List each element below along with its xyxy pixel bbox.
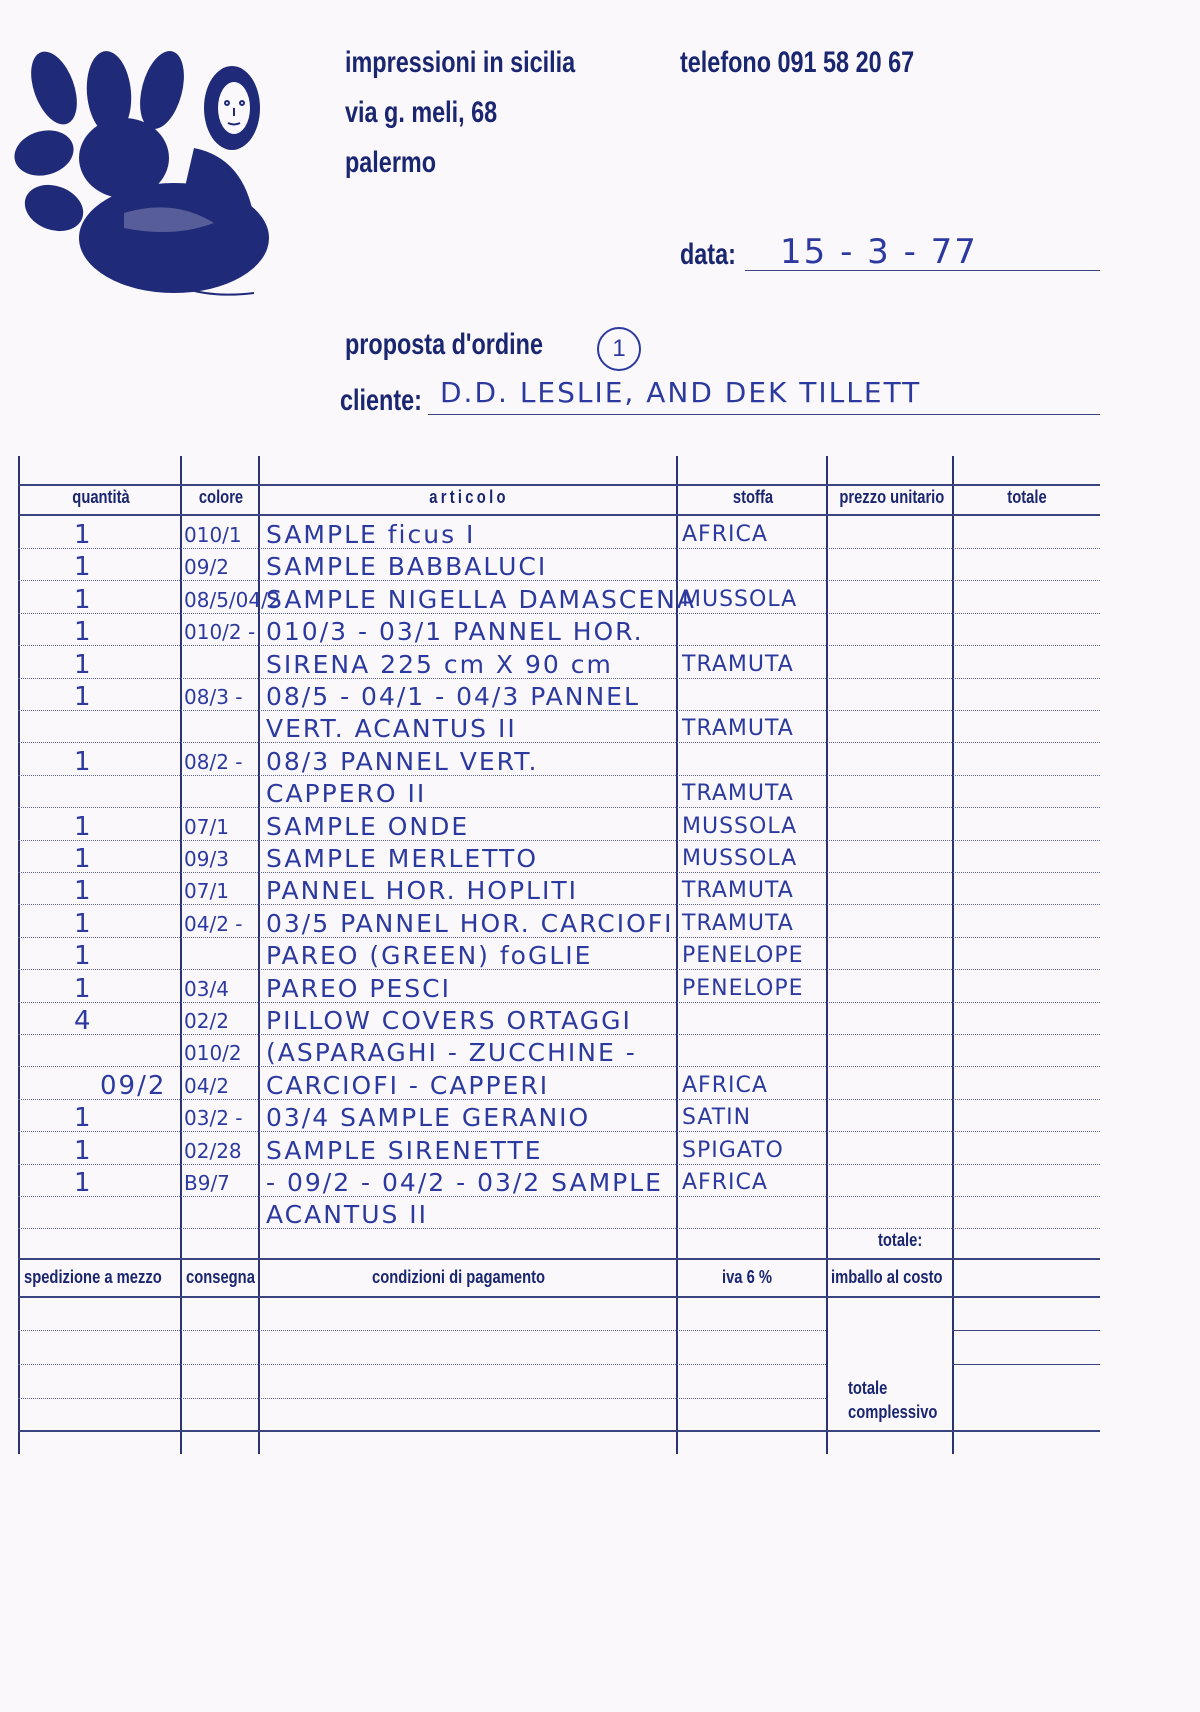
- row-stoffa: AFRICA: [682, 1170, 768, 1195]
- row-line: [18, 1228, 1100, 1229]
- row-quantity: 1: [74, 552, 93, 582]
- row-stoffa: TRAMUTA: [682, 911, 794, 936]
- footer-row-line: [18, 1398, 826, 1399]
- client-label: cliente:: [340, 384, 422, 417]
- row-colore: 02/2: [184, 1009, 229, 1033]
- row-quantity: 4: [74, 1006, 93, 1036]
- row-line: [18, 1164, 1100, 1165]
- row-articolo: VERT. ACANTUS II: [266, 714, 517, 743]
- row-quantity: 1: [74, 617, 93, 647]
- row-articolo: - 09/2 - 04/2 - 03/2 SAMPLE: [266, 1168, 663, 1197]
- row-colore: 09/3: [184, 847, 229, 871]
- row-articolo: 08/3 PANNEL VERT.: [266, 747, 539, 776]
- row-line: [18, 872, 1100, 873]
- row-colore: 03/4: [184, 977, 229, 1001]
- footer-total-line: [952, 1330, 1100, 1331]
- row-articolo: ACANTUS II: [266, 1200, 429, 1229]
- row-articolo: SAMPLE NIGELLA DAMASCENA: [266, 585, 696, 614]
- column-divider: [18, 456, 20, 1454]
- row-quantity: 1: [74, 812, 93, 842]
- row-stoffa: MUSSOLA: [682, 814, 798, 839]
- column-divider: [826, 456, 828, 1454]
- row-colore: 02/28: [184, 1139, 242, 1163]
- row-stoffa: PENELOPE: [682, 943, 804, 968]
- row-colore: 08/3 -: [184, 685, 243, 709]
- row-quantity: 1: [74, 909, 93, 939]
- col-header-colore: colore: [198, 487, 244, 507]
- proposal-number: 1: [612, 335, 626, 362]
- row-colore: 04/2: [184, 1074, 229, 1098]
- footer-total-line: [952, 1364, 1100, 1365]
- column-divider: [952, 456, 954, 1454]
- column-divider: [180, 456, 182, 1454]
- footer-imballo: imballo al costo: [831, 1267, 943, 1287]
- row-articolo: PANNEL HOR. HOPLITI: [266, 876, 578, 905]
- footer-totale-complessivo-1: totale: [848, 1378, 888, 1398]
- footer-top-line: [18, 1258, 1100, 1260]
- row-colore: 010/2: [184, 1041, 242, 1065]
- row-colore: 09/2: [184, 555, 229, 579]
- date-label: data:: [680, 238, 736, 271]
- row-stoffa: SATIN: [682, 1105, 752, 1130]
- row-stoffa: TRAMUTA: [682, 781, 794, 806]
- row-quantity: 1: [74, 876, 93, 906]
- footer-spedizione: spedizione a mezzo: [24, 1267, 162, 1287]
- row-colore: 08/2 -: [184, 750, 243, 774]
- row-quantity: 1: [74, 844, 93, 874]
- row-articolo: 08/5 - 04/1 - 04/3 PANNEL: [266, 682, 640, 711]
- col-header-totale: totale: [1007, 487, 1047, 507]
- row-articolo: SAMPLE SIRENETTE: [266, 1136, 543, 1165]
- footer-totale-complessivo-2: complessivo: [848, 1402, 938, 1422]
- footer-row-line: [18, 1364, 826, 1365]
- company-city: palermo: [345, 146, 437, 179]
- row-articolo: SAMPLE ONDE: [266, 812, 470, 841]
- row-quantity: 1: [74, 585, 93, 615]
- row-quantity: 1: [74, 941, 93, 971]
- row-stoffa: MUSSOLA: [682, 587, 798, 612]
- row-articolo: (ASPARAGHI - ZUCCHINE -: [266, 1038, 637, 1067]
- company-name: impressioni in sicilia: [345, 46, 576, 79]
- row-stoffa: TRAMUTA: [682, 716, 794, 741]
- footer-bottom-line: [18, 1430, 1100, 1432]
- row-stoffa: AFRICA: [682, 522, 768, 547]
- row-colore: 07/1: [184, 815, 229, 839]
- row-line: [18, 580, 1100, 581]
- footer-condizioni: condizioni di pagamento: [372, 1267, 546, 1287]
- row-stoffa: AFRICA: [682, 1073, 768, 1098]
- row-stoffa: SPIGATO: [682, 1138, 784, 1163]
- row-colore: 08/5/04/2: [184, 588, 281, 612]
- footer-header-line: [18, 1296, 1100, 1298]
- row-quantity: 1: [74, 747, 93, 777]
- company-phone: telefono 091 58 20 67: [680, 46, 915, 79]
- row-stoffa: PENELOPE: [682, 976, 804, 1001]
- row-line: [18, 840, 1100, 841]
- footer-iva: iva 6 %: [722, 1267, 773, 1287]
- footer-consegna: consegna: [186, 1267, 255, 1287]
- company-address: via g. meli, 68: [345, 96, 498, 129]
- row-quantity: 1: [74, 682, 93, 712]
- row-articolo: SAMPLE BABBALUCI: [266, 552, 548, 581]
- footer-row-line: [18, 1330, 826, 1331]
- row-articolo: SAMPLE MERLETTO: [266, 844, 538, 873]
- col-header-quantita: quantità: [72, 487, 130, 507]
- row-quantity: 1: [74, 650, 93, 680]
- row-colore: 010/2 -: [184, 620, 256, 644]
- row-stoffa: TRAMUTA: [682, 652, 794, 677]
- siren-logo-icon: [14, 48, 284, 328]
- row-quantity: 09/2: [100, 1071, 167, 1101]
- table-top-line: [18, 484, 1100, 486]
- row-line: [18, 742, 1100, 743]
- row-line: [18, 807, 1100, 808]
- proposal-label: proposta d'ordine: [345, 328, 543, 361]
- row-quantity: 1: [74, 1136, 93, 1166]
- row-quantity: 1: [74, 974, 93, 1004]
- row-quantity: 1: [74, 1103, 93, 1133]
- row-colore: B9/7: [184, 1171, 230, 1195]
- row-line: [18, 1099, 1100, 1100]
- row-stoffa: MUSSOLA: [682, 846, 798, 871]
- date-underline: [745, 270, 1100, 271]
- row-line: [18, 1002, 1100, 1003]
- row-articolo: CAPPERO II: [266, 779, 427, 808]
- row-colore: 03/2 -: [184, 1106, 243, 1130]
- row-articolo: PILLOW COVERS ORTAGGI: [266, 1006, 632, 1035]
- client-underline: [428, 414, 1100, 415]
- proposal-number-circle: [597, 327, 641, 371]
- col-header-articolo: articolo: [429, 487, 509, 507]
- client-value: D.D. LESLIE, AND DEK TILLETT: [440, 376, 922, 409]
- row-articolo: 03/4 SAMPLE GERANIO: [266, 1103, 591, 1132]
- row-quantity: 1: [74, 520, 93, 550]
- row-articolo: SIRENA 225 cm X 90 cm: [266, 650, 613, 679]
- row-colore: 04/2 -: [184, 912, 243, 936]
- row-articolo: SAMPLE ficus I: [266, 520, 476, 549]
- col-header-stoffa: stoffa: [732, 487, 774, 507]
- row-line: [18, 775, 1100, 776]
- row-stoffa: TRAMUTA: [682, 878, 794, 903]
- row-articolo: 03/5 PANNEL HOR. CARCIOFI: [266, 909, 674, 938]
- totale-label: totale:: [878, 1230, 923, 1250]
- header-bottom-line: [18, 514, 1100, 516]
- row-colore: 010/1: [184, 523, 242, 547]
- row-articolo: PAREO PESCI: [266, 974, 451, 1003]
- row-articolo: PAREO (GREEN) foGLIE: [266, 941, 593, 970]
- row-articolo: CARCIOFI - CAPPERI: [266, 1071, 550, 1100]
- col-header-prezzo-unitario: prezzo unitario: [839, 487, 945, 507]
- date-value: 15 - 3 - 77: [780, 232, 978, 272]
- row-quantity: 1: [74, 1168, 93, 1198]
- row-colore: 07/1: [184, 879, 229, 903]
- row-articolo: 010/3 - 03/1 PANNEL HOR.: [266, 617, 644, 646]
- row-line: [18, 548, 1100, 549]
